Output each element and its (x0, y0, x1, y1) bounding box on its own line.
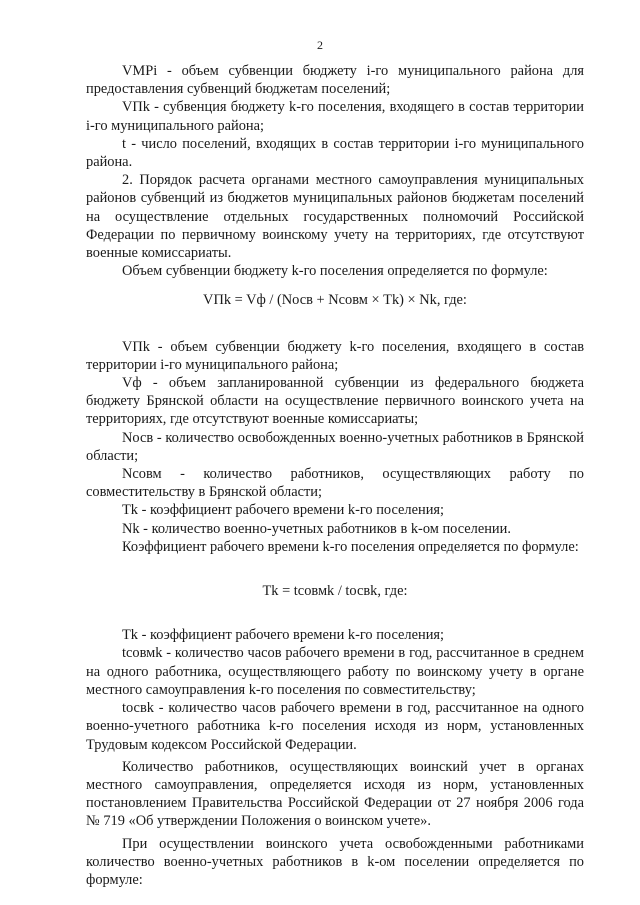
page-number: 2 (317, 38, 323, 52)
paragraph: При осуществлении воинского учета освобожденными работниками количество военно-учетных работников в k-ом поселении определяется по формуле: (86, 835, 584, 888)
paragraph: VПk - субвенция бюджету k-го поселения, входящего в состав территории i-го муниципального района; (86, 99, 584, 134)
formula-subvention: VПk = Vф / (Nосв + Nсовм × Tk) × Nk, где: (203, 292, 467, 309)
document-body (86, 62, 584, 889)
paragraph: Коэффициент рабочего времени k-го поселения определяется по формуле: (122, 538, 579, 555)
paragraph: tосвk - количество часов рабочего времени в год, рассчитанное на одного военно-учетного работника k-го поселения исходя из норм, установленных Трудовым кодексом Российской Федерации. (86, 700, 584, 753)
paragraph: Tk - коэффициент рабочего времени k-го поселения; (122, 502, 445, 519)
paragraph: Количество работников, осуществляющих воинский учет в органах местного самоуправления, определяется исходя из норм, установленных постановлением Правительства Российской Федерации от 27 ноября 2006 года № 719 «Об утверждении Положения о воинском учете». (86, 758, 584, 830)
paragraph: tсовмk - количество часов рабочего времени в год, рассчитанное в среднем на одного работника, осуществляющего работу по воинскому учету в органе местного самоуправления k-го поселения по совместительству; (86, 645, 584, 698)
paragraph: VMPi - объем субвенции бюджету i-го муниципального района для предоставления субвенций бюджетам поселений; (86, 63, 584, 98)
paragraph: Nсовм - количество работников, осуществляющих работу по совместительству в Брянской области; (86, 466, 584, 501)
paragraph: Nk - количество военно-учетных работников в k-ом поселении. (122, 520, 511, 537)
paragraph: Tk - коэффициент рабочего времени k-го поселения; (122, 627, 445, 644)
paragraph: Объем субвенции бюджету k-го поселения определяется по формуле: (122, 263, 548, 280)
paragraph: VПk - объем субвенции бюджету k-го поселения, входящего в состав территории i-го муниципального района; (86, 338, 584, 373)
section-heading-paragraph: 2. Порядок расчета органами местного самоуправления муниципальных районов субвенций из бюджетов муниципальных районов бюджетам поселений на осуществление отдельных государственных полномочий Российской Федерации по первичному воинскому учету на территориях, где отсутствуют военные комиссариаты. (86, 172, 584, 262)
paragraph: Nосв - количество освобожденных военно-учетных работников в Брянской области; (86, 429, 584, 464)
formula-time-coefficient: Tk = tсовмk / tосвk, где: (262, 583, 408, 600)
paragraph: t - число поселений, входящих в состав территории i-го муниципального района. (86, 135, 584, 171)
paragraph: Vф - объем запланированной субвенции из федерального бюджета бюджету Брянской области на осуществление первичного воинского учета на территориях, где отсутствуют военные комиссариаты; (86, 375, 584, 428)
